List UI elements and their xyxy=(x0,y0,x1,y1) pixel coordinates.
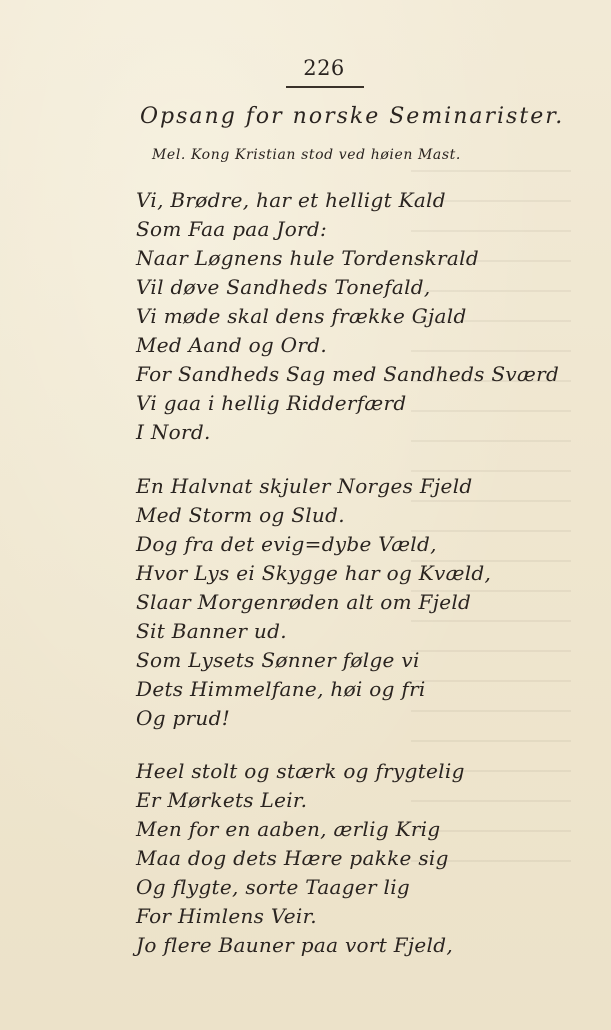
header-rule xyxy=(286,86,364,88)
verse-line: Hvor Lys ei Skygge har og Kvæld, xyxy=(136,561,492,585)
verse-line: For Sandheds Sag med Sandheds Sværd xyxy=(136,362,560,386)
verse-line: Naar Løgnens hule Tordenskrald xyxy=(136,246,479,270)
poem-title: Opsang for norske Seminarister. xyxy=(140,104,565,129)
stanza-2 xyxy=(136,472,491,733)
verse-line: Dog fra det evig=dybe Væld, xyxy=(136,532,437,556)
verse-line: Dets Himmelfane, høi og fri xyxy=(136,677,426,701)
verse-line: Vi møde skal dens frække Gjald xyxy=(136,304,467,328)
verse-line: Og prud! xyxy=(136,706,231,730)
verse-line: Med Aand og Ord. xyxy=(136,333,328,357)
verse-line: Sit Banner ud. xyxy=(136,619,287,643)
verse-line: Er Mørkets Leir. xyxy=(136,788,308,812)
verse-line: Heel stolt og stærk og frygtelig xyxy=(136,759,465,783)
melody-note: Mel. Kong Kristian stod ved høien Mast. xyxy=(152,147,461,163)
verse-line: I Nord. xyxy=(136,420,211,444)
verse-line: Vi gaa i hellig Ridderfærd xyxy=(136,391,407,415)
verse-line: Og flygte, sorte Taager lig xyxy=(136,875,411,899)
stanza-3 xyxy=(136,757,465,960)
verse-line: Jo flere Bauner paa vort Fjeld, xyxy=(136,933,454,957)
verse-line: Som Faa paa Jord: xyxy=(136,217,328,241)
verse-line: Vil døve Sandheds Tonefald, xyxy=(136,275,431,299)
verse-line: Med Storm og Slud. xyxy=(136,503,345,527)
verse-line: For Himlens Veir. xyxy=(136,904,317,928)
verse-line: Vi, Brødre, har et helligt Kald xyxy=(136,188,446,212)
page-number: 226 xyxy=(303,56,345,80)
verse-line: Slaar Morgenrøden alt om Fjeld xyxy=(136,590,472,614)
verse-line: Men for en aaben, ærlig Krig xyxy=(136,817,441,841)
verse-line: En Halvnat skjuler Norges Fjeld xyxy=(136,474,473,498)
verse-line: Maa dog dets Hære pakke sig xyxy=(136,846,449,870)
verse-line: Som Lysets Sønner følge vi xyxy=(136,648,420,672)
stanza-1 xyxy=(136,186,559,447)
